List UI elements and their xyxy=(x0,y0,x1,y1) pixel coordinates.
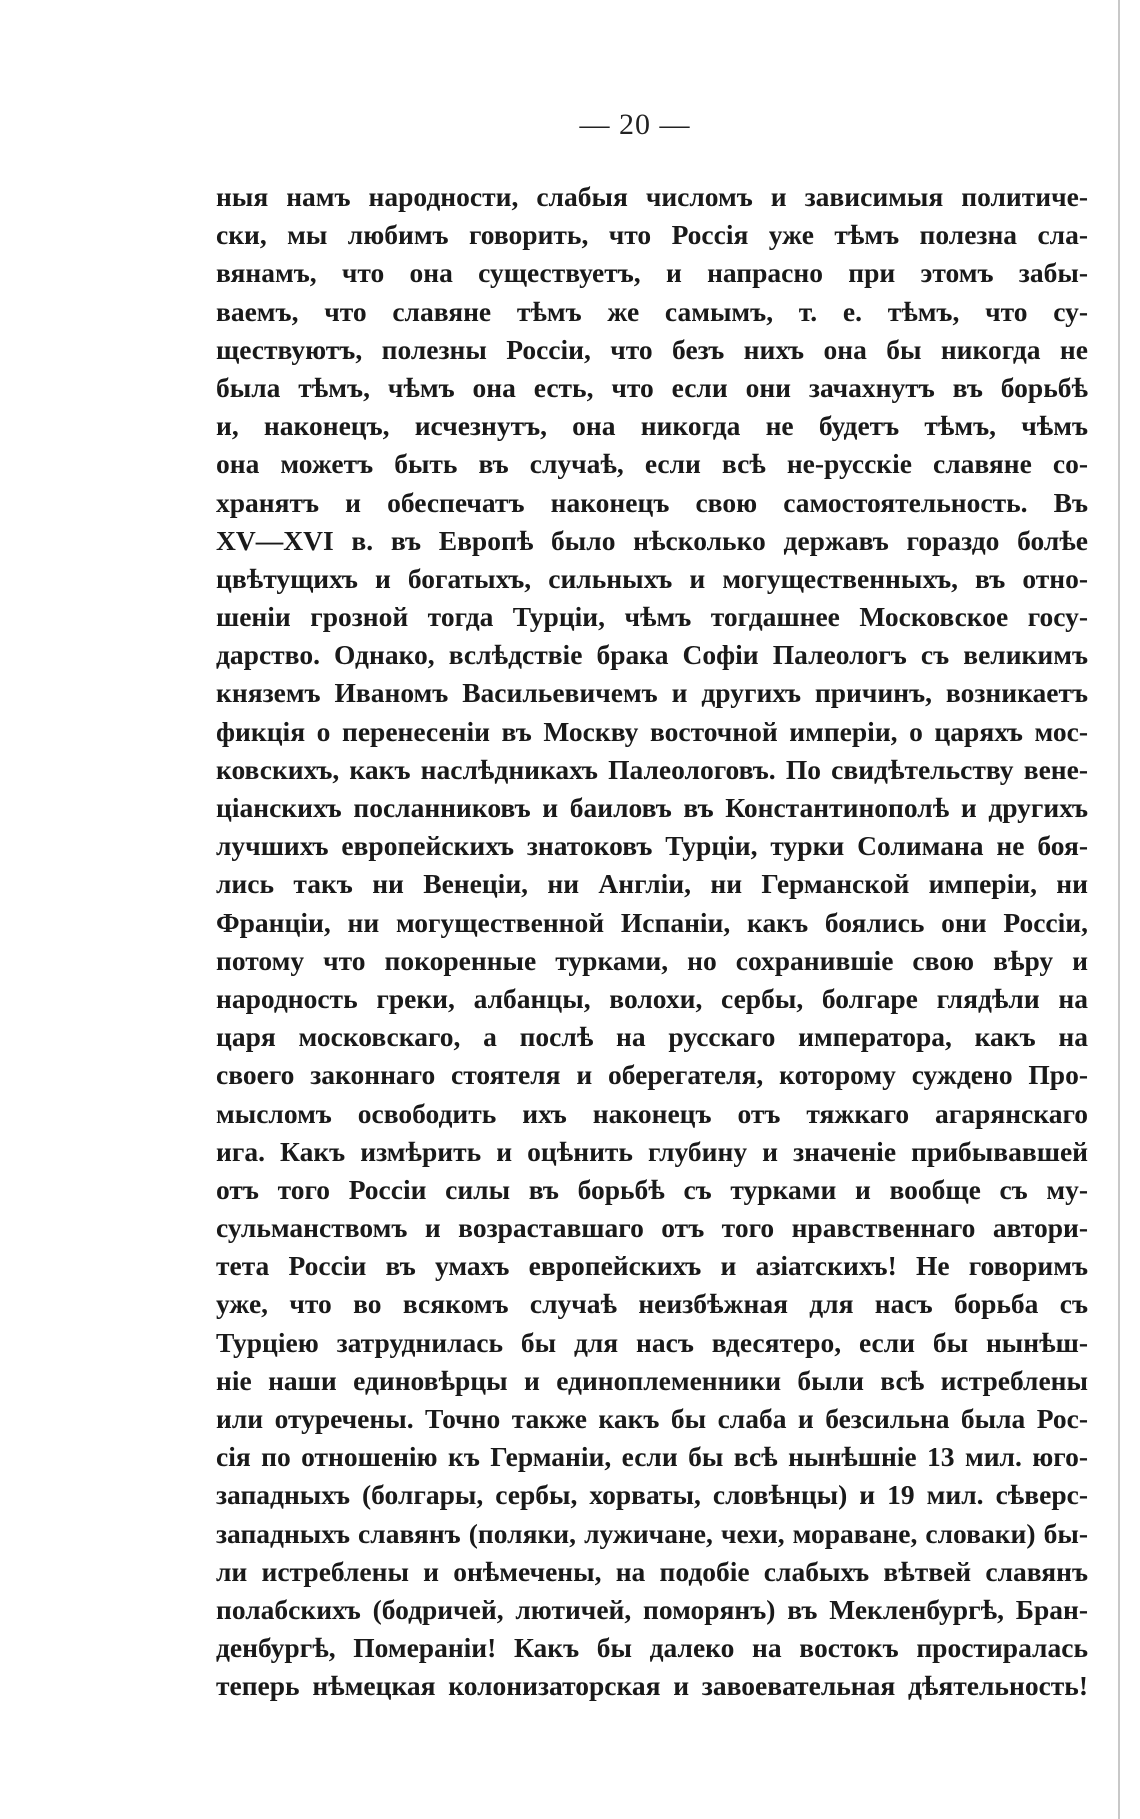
text-line: шеніи грозной тогда Турціи, чѣмъ тогдашнее Московское госу- xyxy=(216,601,1088,633)
text-line: была тѣмъ, чѣмъ она есть, что если они зачахнутъ въ борьбѣ xyxy=(216,371,1088,403)
text-line: лучшихъ европейскихъ знатоковъ Турціи, турки Солимана не боя- xyxy=(216,830,1088,862)
text-line: она можетъ быть въ случаѣ, если всѣ не-русскіе славяне со- xyxy=(216,448,1088,480)
text-line: XV—XVI в. въ Европѣ было нѣсколько державъ гораздо болѣе xyxy=(216,524,1088,556)
text-line: цвѣтущихъ и богатыхъ, сильныхъ и могущественныхъ, въ отно- xyxy=(216,562,1088,594)
text-line: народность греки, албанцы, волохи, сербы, болгаре глядѣли на xyxy=(216,982,1088,1014)
text-line: денбургѣ, Помераніи! Какъ бы далеко на востокъ простиралась xyxy=(216,1632,1088,1664)
text-line: ныя намъ народности, слабыя числомъ и зависимыя политиче- xyxy=(216,181,1088,212)
text-line: ига. Какъ измѣрить и оцѣнить глубину и значеніе прибывавшей xyxy=(216,1135,1088,1167)
text-line: фикція о перенесеніи въ Москву восточной имперіи, о царяхъ мос- xyxy=(216,715,1088,747)
text-line: ціанскихъ посланниковъ и баиловъ въ Константинополѣ и другихъ xyxy=(216,792,1088,823)
text-line: сульманствомъ и возраставшаго отъ того нравственнаго автори- xyxy=(216,1212,1088,1244)
text-line: княземъ Иваномъ Васильевичемъ и другихъ причинъ, возникаетъ xyxy=(216,677,1088,709)
body-text xyxy=(216,178,1088,1706)
text-line: хранятъ и обеспечатъ наконецъ свою самостоятельность. Въ xyxy=(216,486,1088,518)
text-line: или отуречены. Точно также какъ бы слаба и безсильна была Рос- xyxy=(216,1403,1088,1434)
text-line: потому что покоренные турками, но сохранившіе свою вѣру и xyxy=(216,944,1088,976)
page-edge-divider xyxy=(1118,0,1120,1819)
text-line: западныхъ славянъ (поляки, лужичане, чехи, мораване, словаки) бы- xyxy=(216,1517,1088,1549)
text-line: ковскихъ, какъ наслѣдникахъ Палеологовъ. По свидѣтельству вене- xyxy=(216,753,1088,785)
text-line: Турціею затруднилась бы для насъ вдесятеро, если бы нынѣш- xyxy=(216,1326,1088,1358)
text-line: Франціи, ни могущественной Испаніи, какъ боялись они Россіи, xyxy=(216,906,1088,938)
text-line: дарство. Однако, вслѣдствіе брака Софіи Палеологъ съ великимъ xyxy=(216,639,1088,671)
text-line: ваемъ, что славяне тѣмъ же самымъ, т. е. тѣмъ, что су- xyxy=(216,295,1088,327)
text-line: западныхъ (болгары, сербы, хорваты, словѣнцы) и 19 мил. сѣверс- xyxy=(216,1479,1088,1511)
text-line: ли истреблены и онѣмечены, на подобіе слабыхъ вѣтвей славянъ xyxy=(216,1555,1088,1587)
text-line: уже, что во всякомъ случаѣ неизбѣжная для насъ борьба съ xyxy=(216,1288,1088,1320)
text-line: тета Россіи въ умахъ европейскихъ и азіатскихъ! Не говоримъ xyxy=(216,1250,1088,1282)
text-line: ски, мы любимъ говорить, что Россія уже тѣмъ полезна сла- xyxy=(216,219,1088,251)
text-line: полабскихъ (бодричей, лютичей, поморянъ) въ Мекленбургѣ, Бран- xyxy=(216,1593,1088,1625)
text-line: теперь нѣмецкая колонизаторская и завоевательная дѣятельность! xyxy=(216,1670,1088,1702)
text-line: сія по отношенію къ Германіи, если бы всѣ нынѣшніе 13 мил. юго- xyxy=(216,1441,1088,1473)
text-line: царя московскаго, а послѣ на русскаго императора, какъ на xyxy=(216,1021,1088,1053)
text-line: ществуютъ, полезны Россіи, что безъ нихъ она бы никогда не xyxy=(216,333,1088,365)
text-line: и, наконецъ, исчезнутъ, она никогда не будетъ тѣмъ, чѣмъ xyxy=(216,410,1088,442)
text-line: мысломъ освободить ихъ наконецъ отъ тяжкаго агарянскаго xyxy=(216,1097,1088,1129)
text-line: ніе наши единовѣрцы и единоплеменники были всѣ истреблены xyxy=(216,1364,1088,1396)
text-line: лись такъ ни Венеціи, ни Англіи, ни Германской имперіи, ни xyxy=(216,868,1088,900)
text-line: отъ того Россіи силы въ борьбѣ съ турками и вообще съ му- xyxy=(216,1173,1088,1205)
text-line: своего законнаго стоятеля и оберегателя, которому суждено Про- xyxy=(216,1059,1088,1091)
text-line: вянамъ, что она существуетъ, и напрасно при этомъ забы- xyxy=(216,257,1088,289)
page-number: — 20 — xyxy=(579,108,691,141)
